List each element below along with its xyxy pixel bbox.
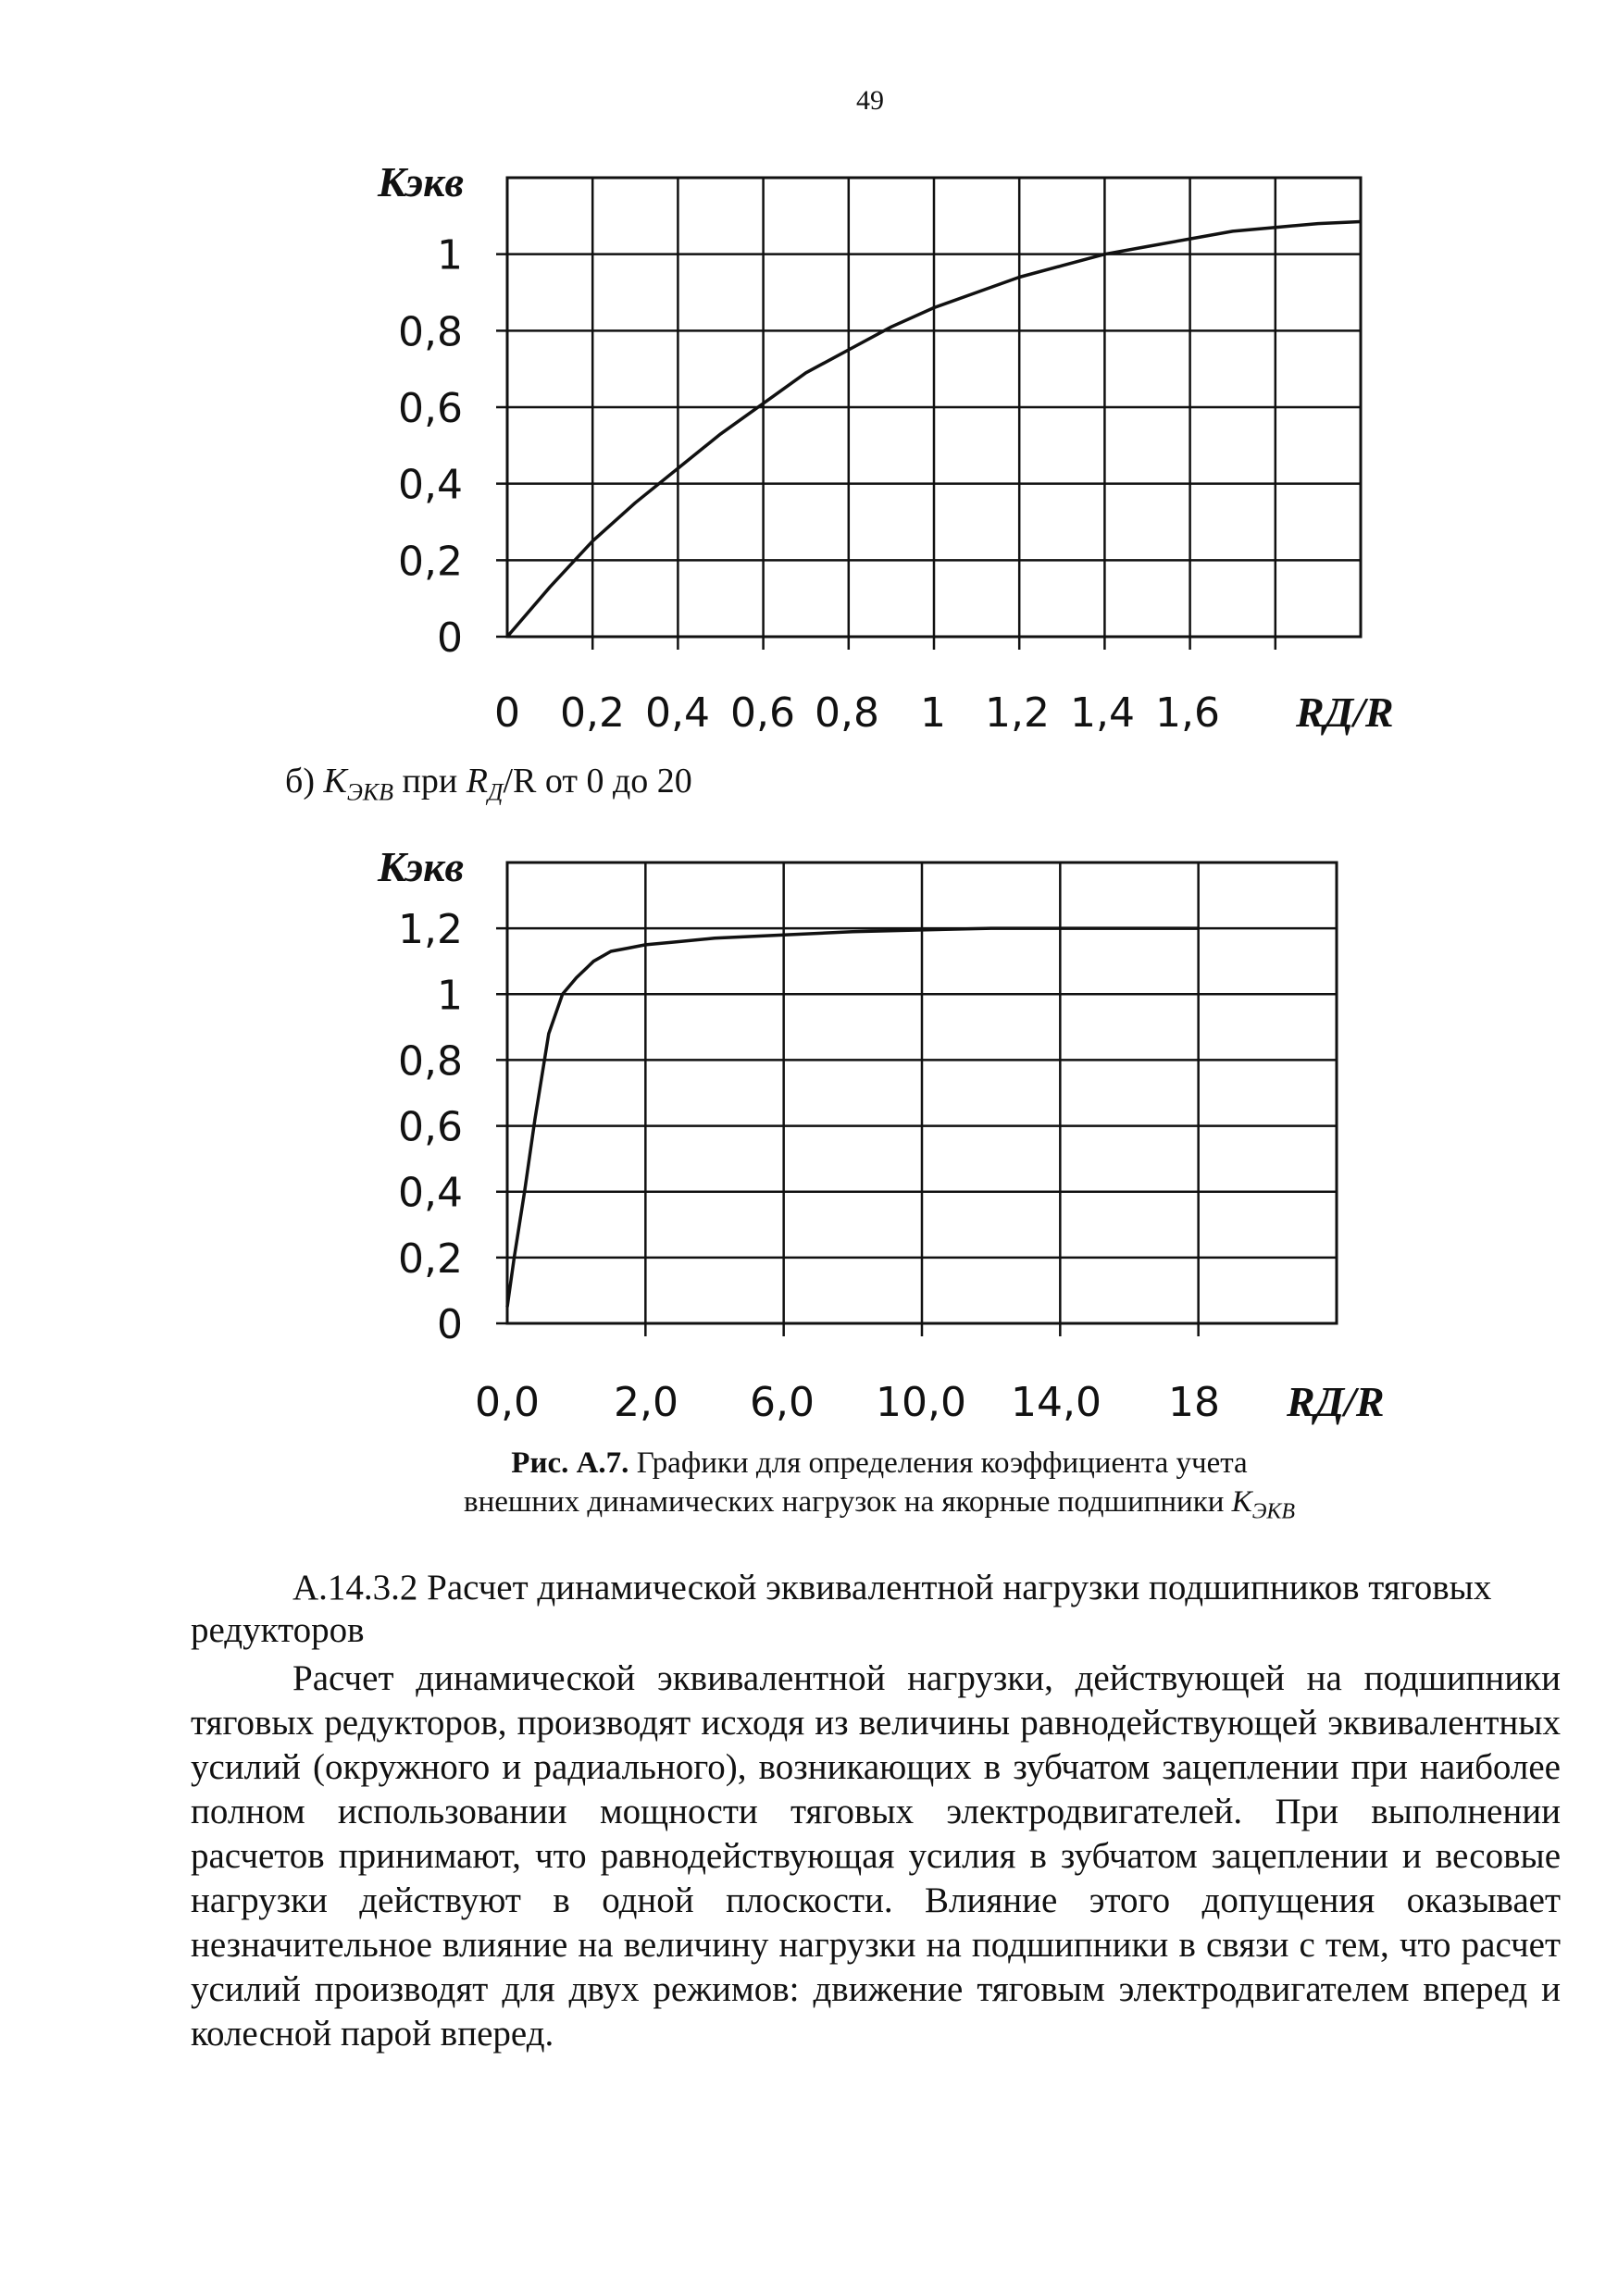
chart-1-x-tick-label: 0,6 [730, 689, 795, 737]
chart-2-y-tick-label: 1,2 [398, 906, 463, 954]
chart-2-y-axis-title: Кэкв [378, 843, 465, 890]
figure-text-1: Графики для определения коэффициента учета [636, 1446, 1248, 1480]
chart-1-x-tick-label: 1,4 [1070, 689, 1135, 737]
figure-text-2: внешних динамических нагрузок на якорные подшипники [463, 1485, 1225, 1519]
section-heading [191, 1567, 1561, 1652]
chart-1-x-tick-label: 1,6 [1155, 689, 1220, 737]
page-number: 49 [856, 85, 884, 116]
subcaption-mid: при [402, 762, 458, 800]
chart-2-x-tick-label: 14,0 [1011, 1379, 1101, 1426]
subcaption-prefix: б) [285, 762, 315, 800]
subcaption-r-sub: Д [487, 778, 504, 806]
chart-1-x-tick-label: 0,2 [560, 689, 625, 737]
chart-2-layer [377, 843, 1385, 1426]
chart-1-x-tick-label: 1 [920, 689, 946, 737]
chart-2-y-tick-label: 0,2 [398, 1235, 463, 1283]
chart-1-x-tick-label: 0,4 [645, 689, 710, 737]
subcaption-k-sub: ЭКВ [346, 778, 394, 806]
subcaption-k: K [323, 762, 347, 800]
subcaption-rest: /R от 0 до 20 [503, 762, 692, 800]
chart-1-x-tick-label: 0 [494, 689, 520, 737]
chart-2-x-tick-label: 18 [1168, 1379, 1220, 1426]
chart-2-y-tick-label: 0,6 [398, 1103, 463, 1151]
body-paragraph-text: Расчет динамической эквивалентной нагрузки, действующей на подшипники тяговых редукторов, производят исходя из величины равнодействующей эквивалентных усилий (окружного и радиального), возникающих в зубчатом зацеплении при наиболее полном использовании мощности тяговых электродвигателей. При выполнении расчетов принимают, что равнодействующая усилия в зубчатом зацеплении и весовые нагрузки действуют в одной плоскости. Влияние этого допущения оказывает незначительное влияние на величину нагрузки на подшипники в связи с тем, что расчет усилий производят для двух режимов: движение тяговым электродвигателем вперед и колесной парой вперед. [191, 1658, 1561, 2054]
chart-1-x-axis-title: RД/R [1296, 689, 1394, 736]
section-heading-text: А.14.3.2 Расчет динамической эквивалентной нагрузки подшипников тяговых редукторов [191, 1568, 1492, 1650]
figure-caption [444, 1444, 1314, 1532]
chart-2-x-tick-label: 6,0 [750, 1379, 815, 1426]
chart-1-x-tick-label: 0,8 [815, 689, 879, 737]
chart-1-y-tick-label: 0 [437, 614, 463, 662]
chart-2-series-line [507, 928, 1199, 1307]
chart-2-x-tick-label: 2,0 [614, 1379, 678, 1426]
chart-1-y-tick-label: 0,8 [398, 308, 463, 356]
chart-1-y-tick-label: 0,4 [398, 461, 463, 509]
chart-1-y-tick-label: 0,2 [398, 538, 463, 586]
figure-k: K [1231, 1485, 1252, 1519]
figure-k-sub: ЭКВ [1251, 1499, 1295, 1524]
chart-2-y-tick-label: 1 [437, 972, 463, 1020]
body-paragraph [191, 1657, 1561, 2056]
chart-1-y-tick-label: 0,6 [398, 385, 463, 432]
chart-1-layer [377, 158, 1394, 737]
chart-1-y-axis-title: Кэкв [378, 158, 465, 205]
chart-2-y-tick-label: 0,4 [398, 1169, 463, 1217]
chart-1-y-tick-label: 1 [437, 231, 463, 279]
chart-2-y-tick-label: 0,8 [398, 1037, 463, 1086]
chart-2-y-tick-label: 0 [437, 1301, 463, 1348]
subcaption-r: R [466, 762, 488, 800]
chart-2-x-tick-label: 10,0 [876, 1379, 966, 1426]
chart-2-x-tick-label: 0,0 [475, 1379, 540, 1426]
chart-2-subcaption [285, 761, 692, 807]
chart-2-x-axis-title: RД/R [1287, 1378, 1385, 1425]
figure-label: Рис. А.7. [511, 1446, 629, 1480]
chart-1-x-tick-label: 1,2 [985, 689, 1050, 737]
